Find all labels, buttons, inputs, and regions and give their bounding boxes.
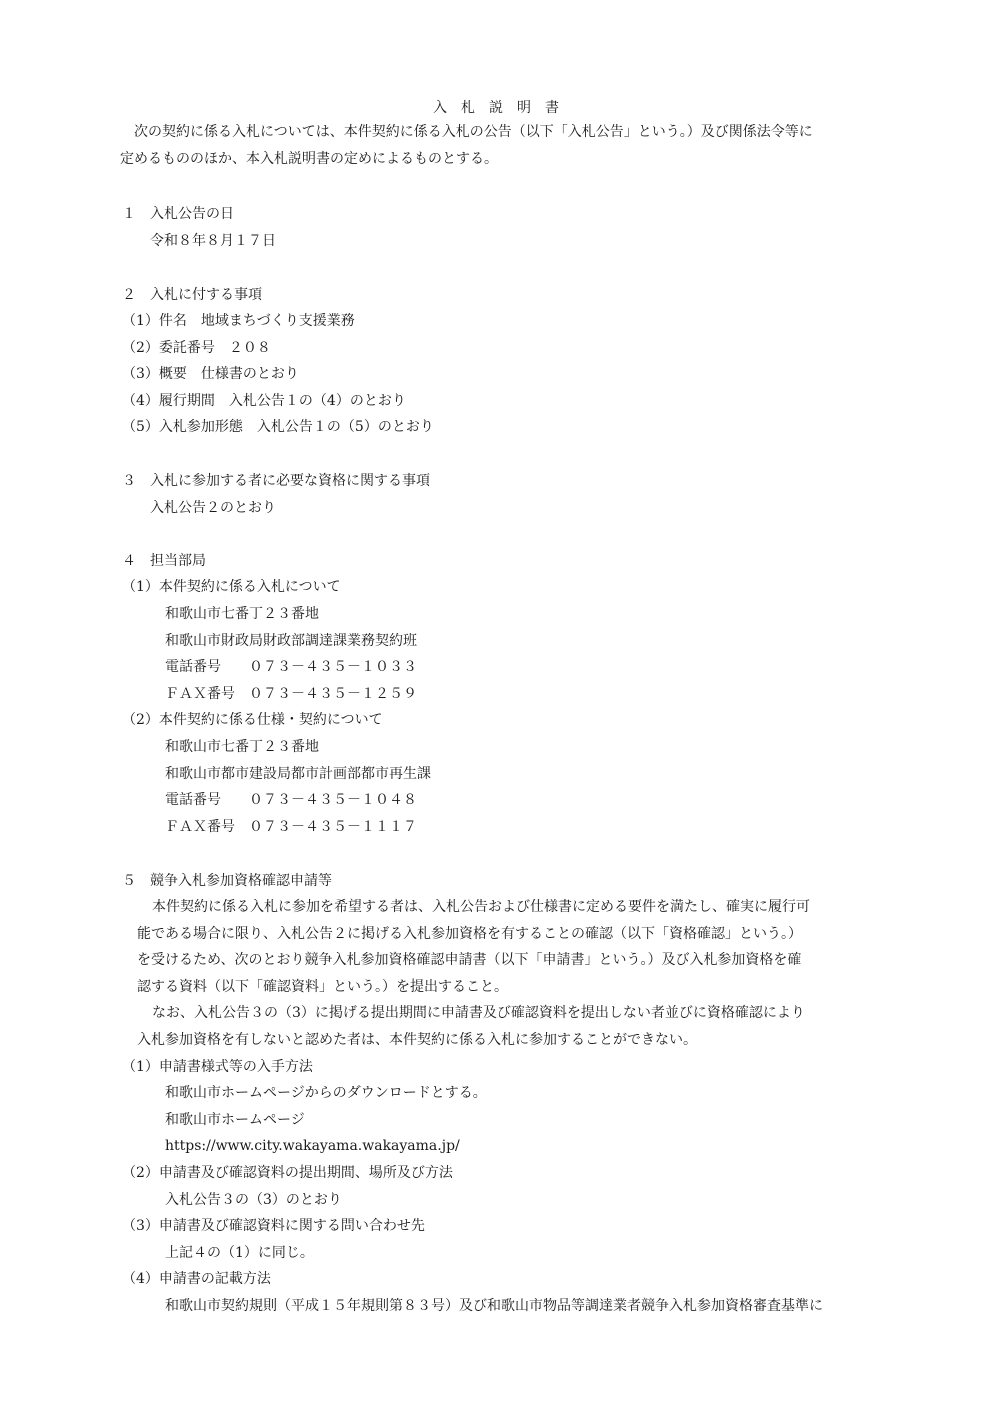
section-1-body: 令和８年８月１７日 [150, 233, 276, 249]
section-3-heading: ３ 入札に参加する者に必要な資格に関する事項 [122, 473, 430, 489]
section-4-sub1-tel: 電話番号 ０７３－４３５－１０３３ [165, 659, 417, 675]
section-4-sub2-tel: 電話番号 ０７３－４３５－１０４８ [165, 792, 417, 808]
section-5-paragraph-line: 本件契約に係る入札に参加を希望する者は、入札公告および仕様書に定める要件を満たし、確実に履行可 [152, 899, 810, 915]
section-5-paragraph-line: 認する資料（以下「確認資料」という。）を提出すること。 [137, 979, 508, 995]
section-5-paragraph-line: を受けるため、次のとおり競争入札参加資格確認申請書（以下「申請書」という。）及び入札参加資格を確 [137, 952, 802, 968]
section-2-item: （5）入札参加形態 入札公告１の（5）のとおり [122, 419, 434, 435]
section-2-item: （1）件名 地域まちづくり支援業務 [122, 313, 355, 329]
section-5-sub2-label: （2）申請書及び確認資料の提出期間、場所及び方法 [122, 1165, 453, 1181]
section-5-paragraph-line: 入札参加資格を有しないと認めた者は、本件契約に係る入札に参加することができない。 [137, 1032, 697, 1048]
section-2-item: （3）概要 仕様書のとおり [122, 366, 299, 382]
document-title: 入札説明書 [433, 100, 573, 116]
section-4-sub2-address: 和歌山市七番丁２３番地 [165, 739, 319, 755]
section-5-sub1-line: 和歌山市ホームページからのダウンロードとする。 [165, 1085, 487, 1101]
section-4-sub1-address: 和歌山市七番丁２３番地 [165, 606, 319, 622]
section-5-sub3-body: 上記４の（1）に同じ。 [165, 1245, 314, 1261]
section-4-sub2-label: （2）本件契約に係る仕様・契約について [122, 712, 383, 728]
section-5-paragraph-line: 能である場合に限り、入札公告２に掲げる入札参加資格を有することの確認（以下「資格確認」という。） [137, 926, 802, 942]
homepage-url-link[interactable]: https://www.city.wakayama.wakayama.jp/ [165, 1138, 460, 1154]
section-4-heading: ４ 担当部局 [122, 553, 206, 569]
section-5-paragraph-line: なお、入札公告３の（3）に掲げる提出期間に申請書及び確認資料を提出しない者並びに資格確認により [152, 1005, 805, 1021]
intro-line: 定めるもののほか、本入札説明書の定めによるものとする。 [120, 151, 498, 167]
section-4-sub2-dept: 和歌山市都市建設局都市計画部都市再生課 [165, 766, 431, 782]
section-5-sub1-label: （1）申請書様式等の入手方法 [122, 1059, 313, 1075]
section-4-sub1-dept: 和歌山市財政局財政部調達課業務契約班 [165, 633, 417, 649]
section-2-item: （2）委託番号 ２０８ [122, 340, 271, 356]
section-4-sub2-fax: ＦＡＸ番号 ０７３－４３５－１１１７ [165, 819, 417, 835]
section-5-sub1-line: 和歌山市ホームページ [165, 1112, 305, 1128]
section-5-heading: ５ 競争入札参加資格確認申請等 [122, 873, 332, 889]
section-5-sub4-body: 和歌山市契約規則（平成１５年規則第８３号）及び和歌山市物品等調達業者競争入札参加資格審査基準に [165, 1298, 823, 1314]
section-5-sub3-label: （3）申請書及び確認資料に関する問い合わせ先 [122, 1218, 425, 1234]
section-3-body: 入札公告２のとおり [150, 500, 276, 516]
section-1-heading: １ 入札公告の日 [122, 206, 234, 222]
section-4-sub1-label: （1）本件契約に係る入札について [122, 579, 341, 595]
intro-line: 次の契約に係る入札については、本件契約に係る入札の公告（以下「入札公告」という。）及び関係法令等に [120, 124, 813, 140]
section-5-sub4-label: （4）申請書の記載方法 [122, 1271, 271, 1287]
section-5-sub2-body: 入札公告３の（3）のとおり [165, 1192, 342, 1208]
section-2-item: （4）履行期間 入札公告１の（4）のとおり [122, 393, 406, 409]
section-2-heading: ２ 入札に付する事項 [122, 287, 262, 303]
section-4-sub1-fax: ＦＡＸ番号 ０７３－４３５－１２５９ [165, 686, 417, 702]
